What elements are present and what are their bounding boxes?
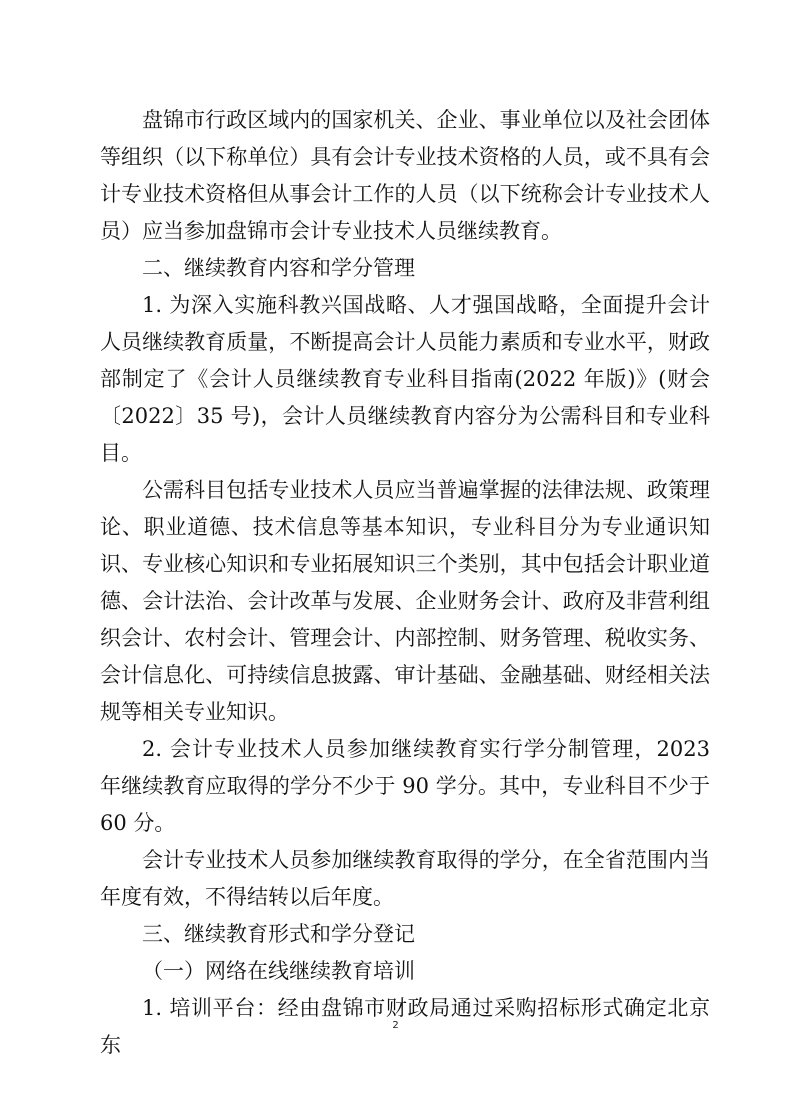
paragraph-training-platform: 1. 培训平台：经由盘锦市财政局通过采购招标形式确定北京东: [100, 996, 710, 1057]
paragraph-item-1: 1. 为深入实施科教兴国战略、人才强国战略，全面提升会计人员继续教育质量，不断提高会计人员能力素质和专业水平，财政部制定了《会计人员继续教育专业科目指南(2022 年版)》(财会〔2022〕35 号)，会计人员继续教育内容分为公需科目和专业科目。: [100, 293, 710, 465]
subsection-heading-online-training: （一）网络在线继续教育培训: [142, 959, 415, 983]
section-heading-content-credits: 二、继续教育内容和学分管理: [142, 256, 415, 280]
paragraph-credit-validity: 会计专业技术人员参加继续教育取得的学分，在全省范围内当年度有效，不得结转以后年度。: [100, 848, 710, 909]
page-number: 2: [392, 1020, 399, 1031]
paragraph-item-2: 2. 会计专业技术人员参加继续教育实行学分制管理，2023 年继续教育应取得的学分不少于 90 学分。其中，专业科目不少于 60 分。: [100, 737, 710, 835]
document-body: [100, 102, 710, 1064]
paragraph-public-subjects: 公需科目包括专业技术人员应当普遍掌握的法律法规、政策理论、职业道德、技术信息等基本知识，专业科目分为专业通识知识、专业核心知识和专业拓展知识三个类别，其中包括会计职业道德、会计法治、会计改革与发展、企业财务会计、政府及非营利组织会计、农村会计、管理会计、内部控制、财务管理、税收实务、会计信息化、可持续信息披露、审计基础、金融基础、财经相关法规等相关专业知识。: [100, 478, 710, 724]
paragraph-scope: 盘锦市行政区域内的国家机关、企业、事业单位以及社会团体等组织（以下称单位）具有会计专业技术资格的人员，或不具有会计专业技术资格但从事会计工作的人员（以下统称会计专业技术人员）应当参加盘锦市会计专业技术人员继续教育。: [100, 108, 710, 243]
section-heading-forms-registration: 三、继续教育形式和学分登记: [142, 922, 415, 946]
